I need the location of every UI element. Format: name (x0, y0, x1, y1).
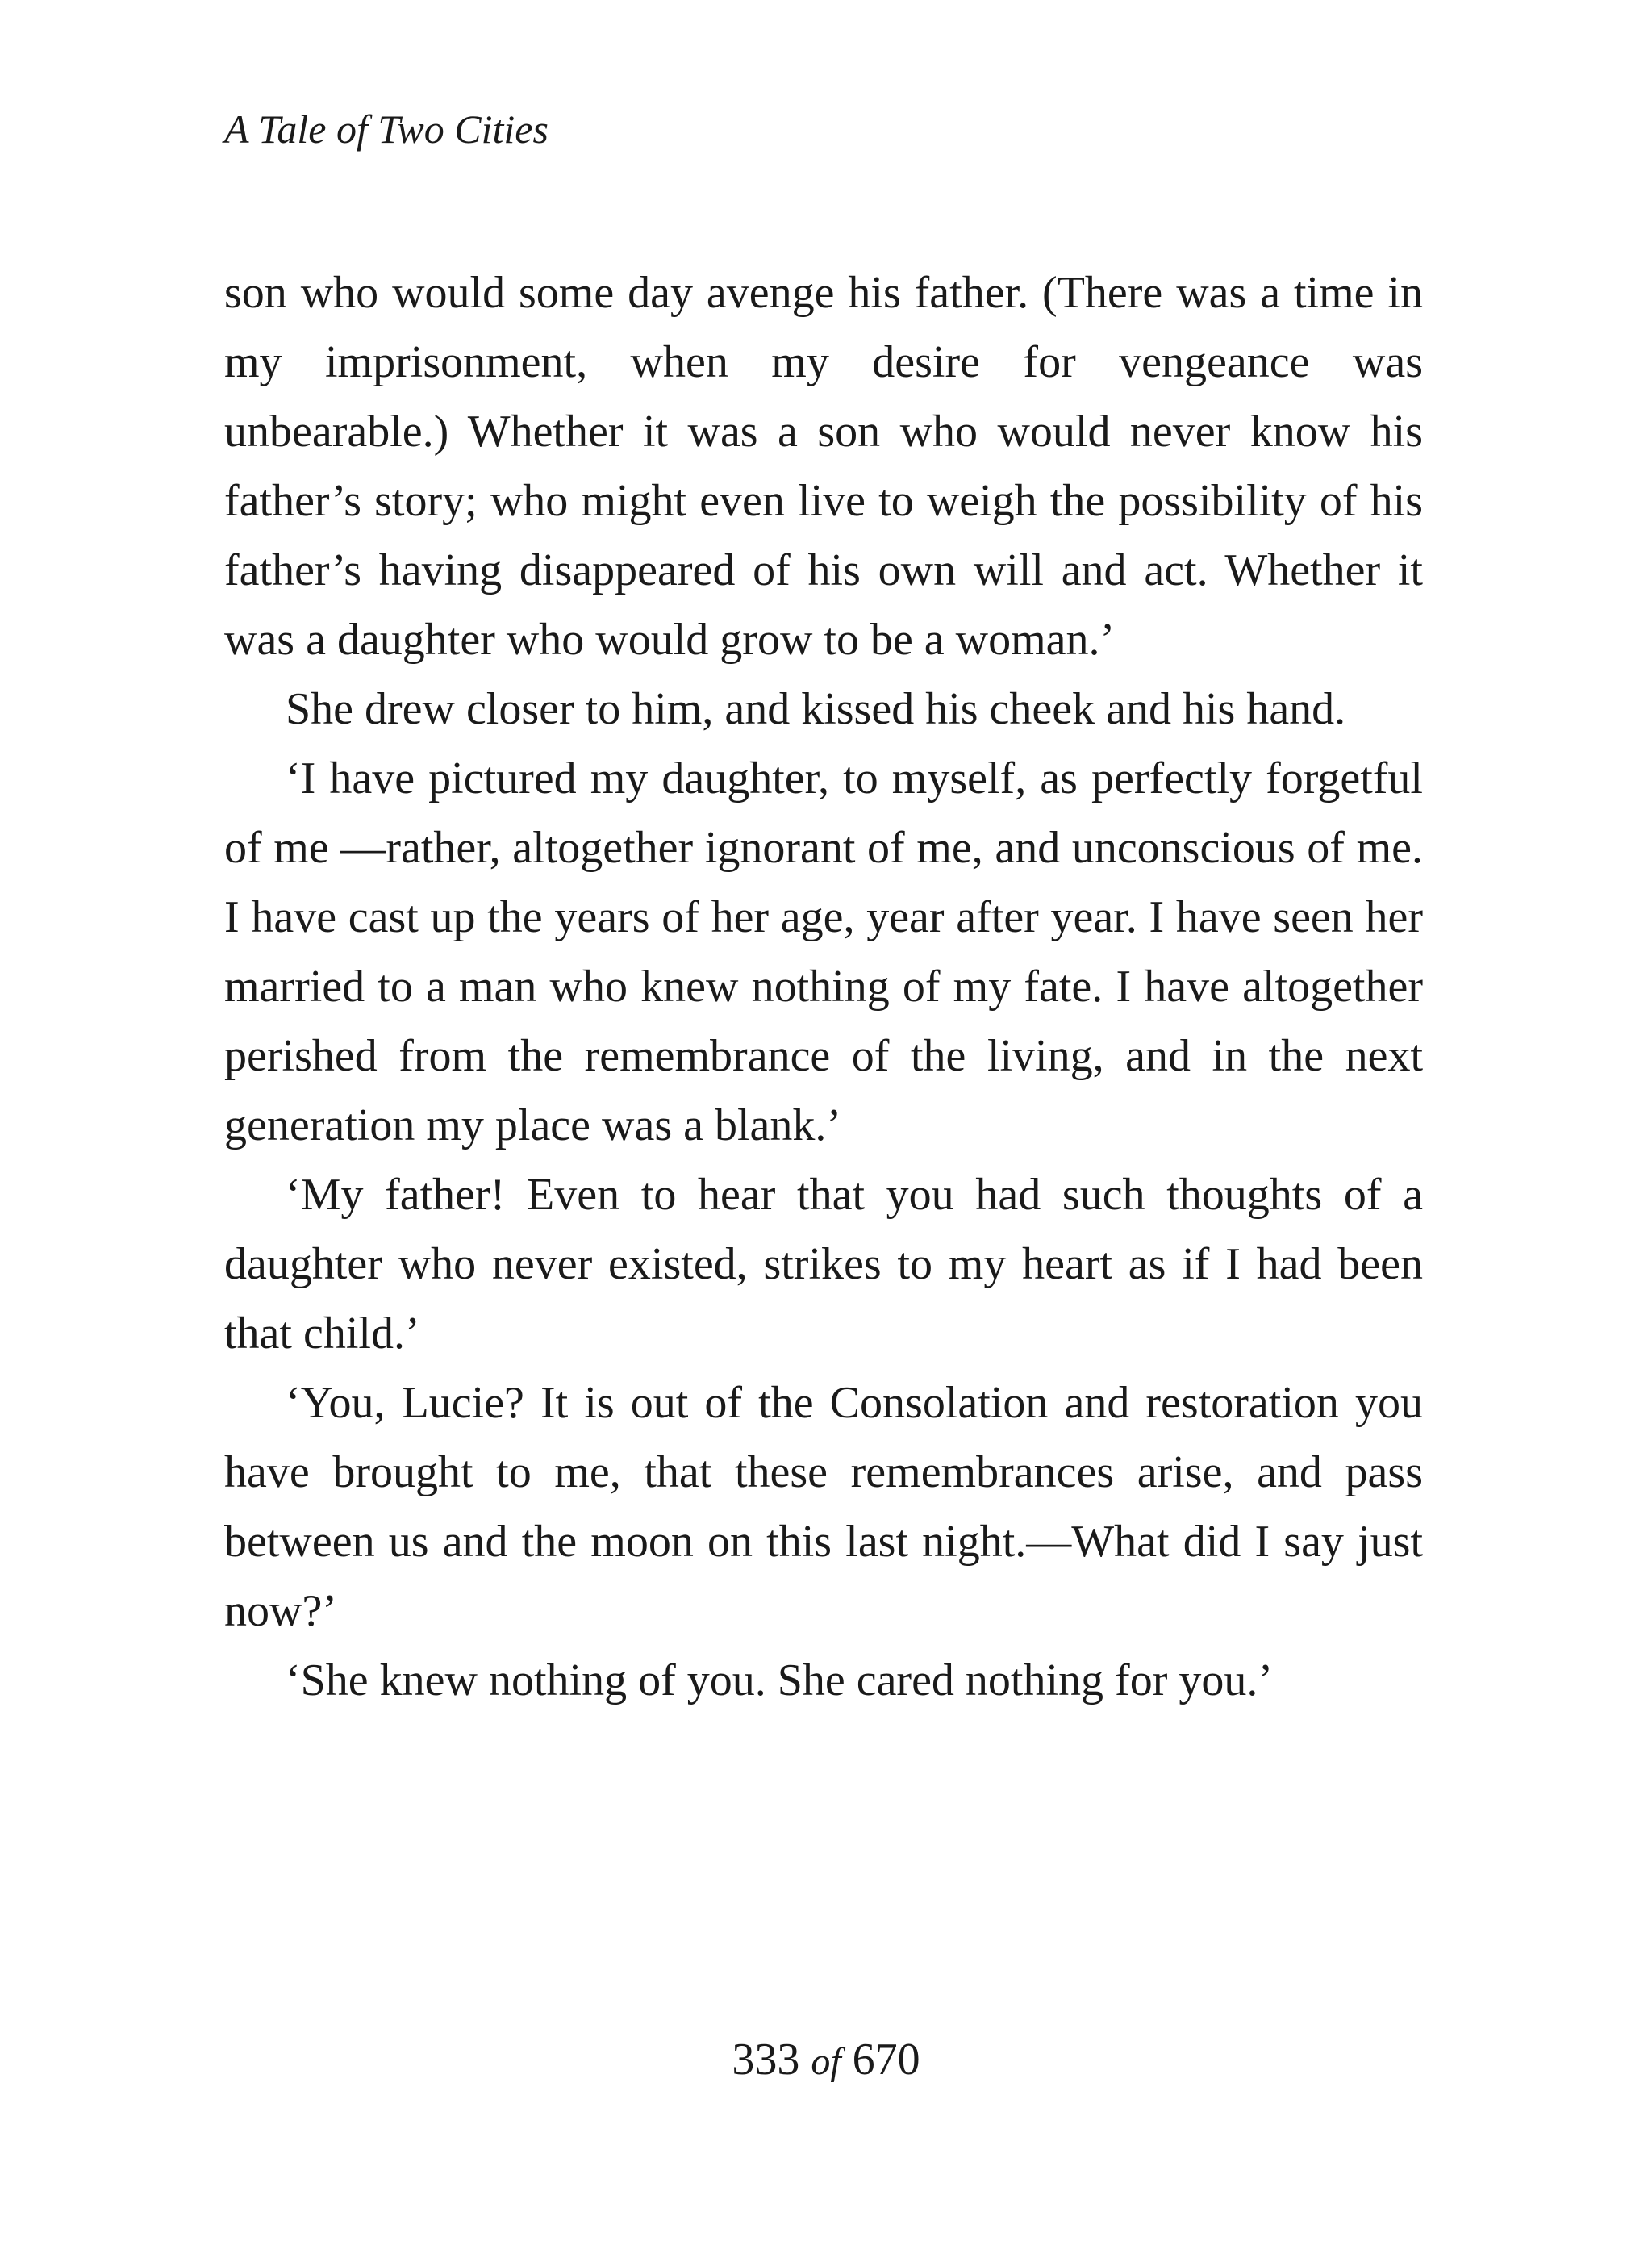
page-body (224, 258, 1423, 1715)
paragraph: She drew closer to him, and kissed his cheek and his hand. (286, 684, 1346, 734)
paragraph: ‘My father! Even to hear that you had such thoughts of a daughter who never existed, strikes to my heart as if I had been that child.’ (224, 1170, 1423, 1359)
page-number-separator: of (811, 2040, 841, 2083)
paragraph: son who would some day avenge his father. (There was a time in my imprisonment, when my desire for vengeance was unbearable.) Whether it was a son who would never know his father’s story; who might even live to weigh the possibility of his father’s having disappeared of his own will and act. Whether it was a daughter who would grow to be a woman.’ (224, 268, 1423, 665)
paragraph: ‘She knew nothing of you. She cared nothing for you.’ (286, 1655, 1273, 1705)
paragraph: ‘You, Lucie? It is out of the Consolation and restoration you have brought to me, that these remembrances arise, and pass between us and the moon on this last night.—What did I say just now?’ (224, 1378, 1423, 1636)
total-pages-number: 670 (852, 2035, 920, 2085)
paragraph: ‘I have pictured my daughter, to myself, as perfectly forgetful of me —rather, altogether ignorant of me, and unconscious of me. I have cast up the years of her age, year after year. I have seen her married to a man who knew nothing of my fate. I have altogether perished from the remembrance of the living, and in the next generation my place was a blank.’ (224, 753, 1423, 1150)
running-head-title: A Tale of Two Cities (224, 106, 549, 152)
current-page-number: 333 (732, 2035, 800, 2085)
page-number (0, 2031, 1652, 2090)
